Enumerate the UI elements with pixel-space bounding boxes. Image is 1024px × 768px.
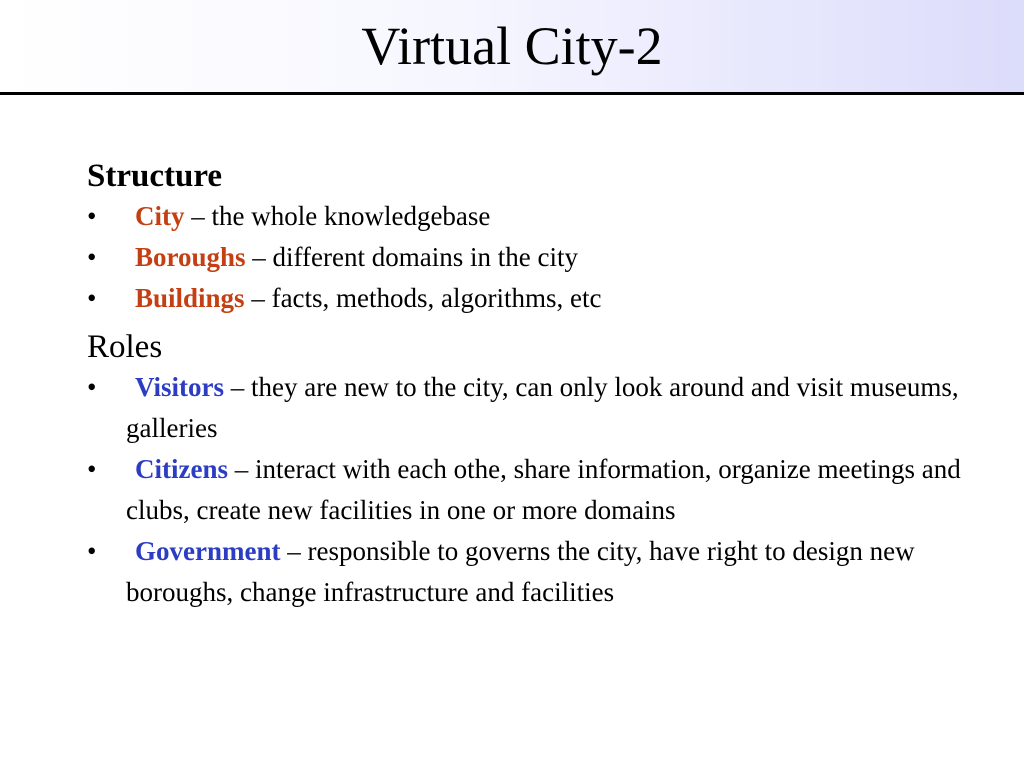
bullet-icon: • bbox=[87, 536, 97, 566]
term-government: Government bbox=[135, 536, 281, 566]
roles-item-government bbox=[87, 531, 967, 613]
term-buildings: Buildings bbox=[135, 283, 245, 313]
bullet-icon: • bbox=[87, 283, 97, 313]
structure-item-city bbox=[87, 196, 967, 237]
slide-body bbox=[87, 156, 967, 613]
desc-citizens: – interact with each othe, share information, organize meetings and clubs, create new facilities in one or more domains bbox=[126, 454, 961, 525]
structure-list bbox=[87, 196, 967, 319]
bullet-icon: • bbox=[87, 242, 97, 272]
structure-item-boroughs bbox=[87, 237, 967, 278]
structure-item-buildings bbox=[87, 278, 967, 319]
bullet-icon: • bbox=[87, 372, 97, 402]
desc-visitors: – they are new to the city, can only look around and visit museums, galleries bbox=[126, 372, 959, 443]
desc-city: – the whole knowledgebase bbox=[184, 201, 491, 231]
term-boroughs: Boroughs bbox=[135, 242, 246, 272]
desc-boroughs: – different domains in the city bbox=[245, 242, 578, 272]
bullet-icon: • bbox=[87, 201, 97, 231]
roles-item-visitors bbox=[87, 367, 967, 449]
roles-heading: Roles bbox=[87, 329, 163, 365]
desc-government: – responsible to governs the city, have right to design new boroughs, change infrastructure and facilities bbox=[126, 536, 915, 607]
desc-buildings: – facts, methods, algorithms, etc bbox=[244, 283, 602, 313]
slide-title: Virtual City-2 bbox=[361, 16, 663, 76]
term-city: City bbox=[135, 201, 185, 231]
bullet-icon: • bbox=[87, 454, 97, 484]
structure-heading: Structure bbox=[87, 158, 223, 194]
term-citizens: Citizens bbox=[135, 454, 228, 484]
term-visitors: Visitors bbox=[135, 372, 224, 402]
title-divider bbox=[0, 92, 1024, 95]
roles-item-citizens bbox=[87, 449, 967, 531]
roles-list bbox=[87, 367, 967, 613]
